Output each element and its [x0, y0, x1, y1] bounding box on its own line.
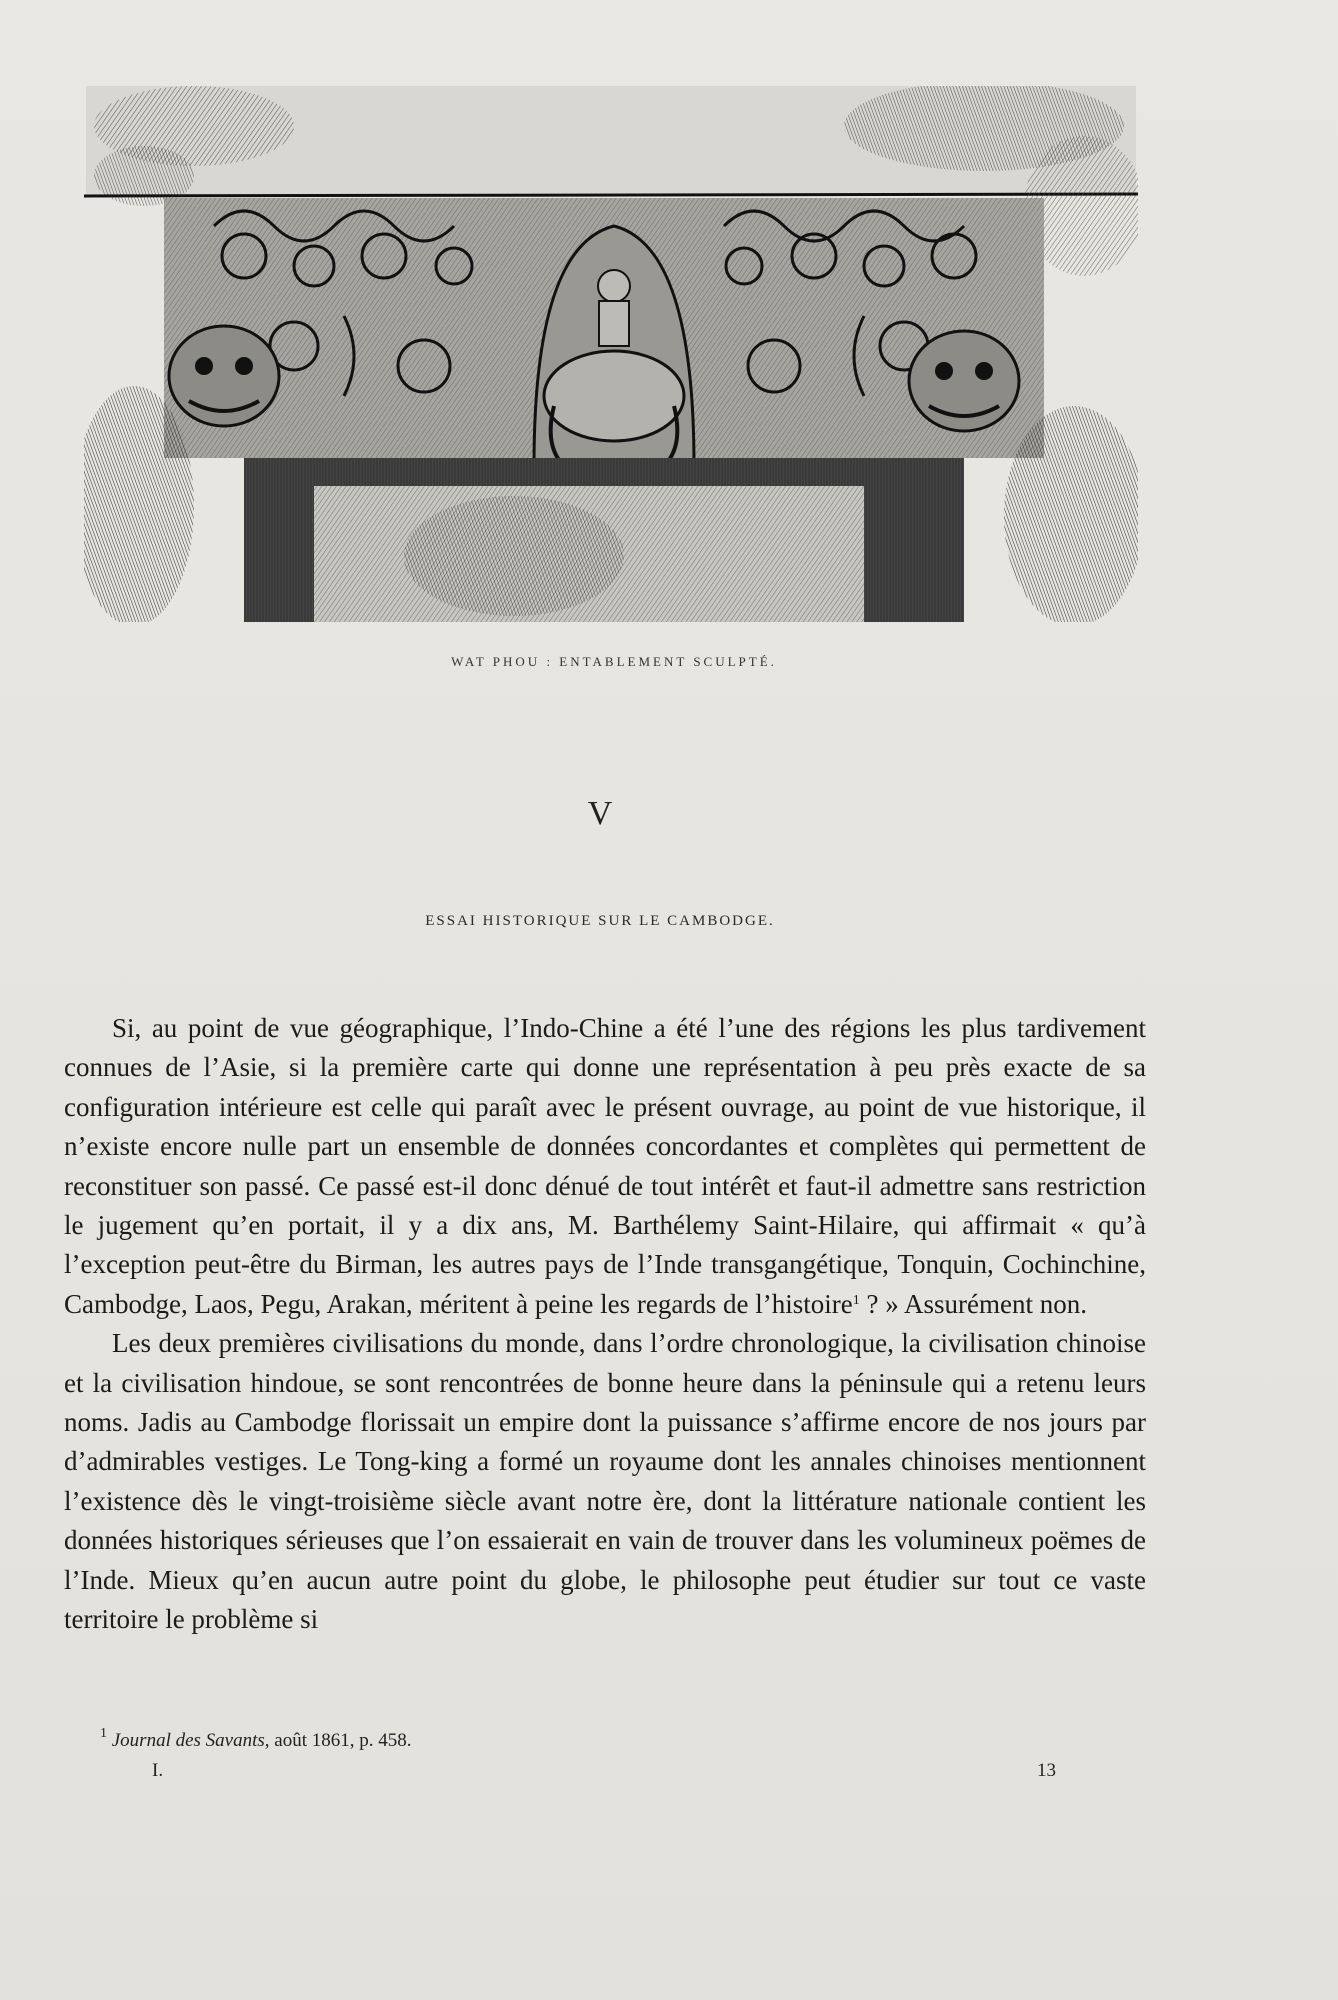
body-text	[64, 1009, 1146, 1640]
kala-mask-left	[169, 326, 279, 426]
kala-mask-right	[909, 331, 1019, 431]
chapter-number: V	[587, 795, 613, 832]
page-number: 13	[1037, 1760, 1056, 1781]
paragraph-1-text: Si, au point de vue géographique, l’Indo-Chine a été l’une des régions les plus tardivement connues de l’Asie, si la première carte qui donne une représentation à peu près exacte de sa configuration intérieure est celle qui paraît avec le présent ouvrage, au point de vue historique, il n’existe encore nulle part un ensemble de données concordantes et complètes qui permettent de reconstituer son passé. Ce passé est-il donc dénué de tout intérêt et faut-il admettre sans restriction le jugement qu’en portait, il y a dix ans, M. Barthélemy Saint-Hilaire, qui affirmait « qu’à l’exception peut-être du Birman, les autres pays de l’Inde transgangétique, Tonquin, Cochinchine, Cambodge, Laos, Pegu, Arakan, méritent à peine les regards de l’histoire	[64, 1013, 1146, 1319]
footnote-source: Journal des Savants	[111, 1730, 265, 1751]
signature-mark: I.	[152, 1760, 164, 1781]
footnote-rest: , août 1861, p. 458.	[264, 1730, 412, 1751]
footnote-reference: 1	[852, 1292, 860, 1308]
footnote-marker: 1	[100, 1726, 107, 1741]
footnote	[100, 1726, 1000, 1752]
paragraph-2: Les deux premières civilisations du monde, dans l’ordre chronologique, la civilisation chinoise et la civilisation hindoue, se sont rencontrées de bonne heure dans la péninsule qui a retenu leurs noms. Jadis au Cambodge florissait un empire dont la puissance s’affirme encore de nos jours par d’admirables vestiges. Le Tong-king a formé un royaume dont les annales chinoises mentionnent l’existence dès le vingt-troisième siècle avant notre ère, dont la littérature nationale contient les données historiques sérieuses que l’on essaierait en vain de trouver dans les volumineux poëmes de l’Inde. Mieux qu’en aucun autre point du globe, le philosophe peut étudier sur tout ce vaste territoire le problème si	[64, 1328, 1146, 1635]
wat-phou-lintel-engraving	[84, 86, 1138, 622]
paragraph-1-tail: ? » Assurément non.	[859, 1288, 1087, 1319]
paragraph-1	[64, 1009, 1146, 1324]
chapter-title: ESSAI HISTORIQUE SUR LE CAMBODGE.	[425, 913, 775, 929]
illustration-caption: WAT PHOU : ENTABLEMENT SCULPTÉ.	[451, 654, 777, 669]
foliage-center	[404, 496, 624, 616]
